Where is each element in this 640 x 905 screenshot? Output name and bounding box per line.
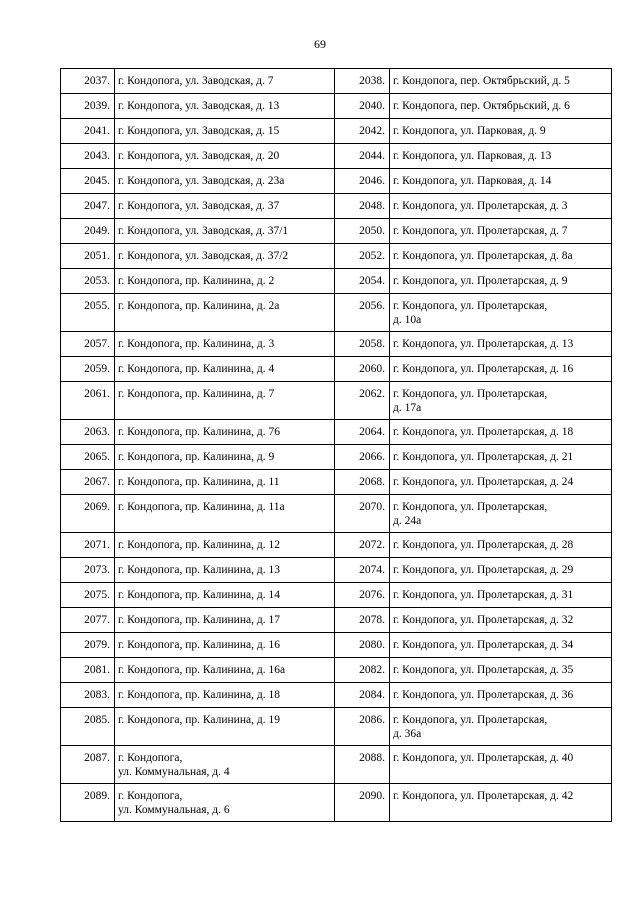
table-row bbox=[61, 558, 612, 583]
row-number-right bbox=[335, 583, 390, 608]
address-left-text: г. Кондопога, пр. Калинина, д. 16 bbox=[118, 639, 280, 651]
row-number-right-text: 2050. bbox=[359, 225, 385, 237]
row-number-left-text: 2075. bbox=[84, 589, 110, 601]
address-table bbox=[60, 68, 612, 822]
row-number-left bbox=[61, 94, 115, 119]
row-number-left-text: 2055. bbox=[84, 300, 110, 312]
address-left-text: г. Кондопога, пр. Калинина, д. 4 bbox=[118, 363, 275, 375]
address-right bbox=[390, 382, 612, 420]
address-right-text: г. Кондопога, ул. Пролетарская, д. 21 bbox=[393, 451, 574, 463]
row-number-right bbox=[335, 119, 390, 144]
address-right-text: г. Кондопога, ул. Пролетарская, д. 42 bbox=[393, 790, 574, 802]
row-number-left-text: 2063. bbox=[84, 426, 110, 438]
row-number-right bbox=[335, 144, 390, 169]
address-right bbox=[390, 332, 612, 357]
row-number-left bbox=[61, 357, 115, 382]
row-number-left bbox=[61, 219, 115, 244]
row-number-left bbox=[61, 633, 115, 658]
address-right bbox=[390, 219, 612, 244]
row-number-right-text: 2038. bbox=[359, 75, 385, 87]
address-left bbox=[115, 533, 335, 558]
address-right bbox=[390, 244, 612, 269]
row-number-left bbox=[61, 144, 115, 169]
address-left-text: г. Кондопога, пр. Калинина, д. 11а bbox=[118, 501, 285, 513]
address-left bbox=[115, 169, 335, 194]
address-right-text: г. Кондопога, ул. Пролетарская, д. 24 bbox=[393, 476, 574, 488]
address-right bbox=[390, 294, 612, 332]
address-right bbox=[390, 69, 612, 94]
address-left bbox=[115, 658, 335, 683]
address-right-text: г. Кондопога, ул. Пролетарская, д. 3 bbox=[393, 200, 568, 212]
row-number-right-text: 2040. bbox=[359, 100, 385, 112]
row-number-left bbox=[61, 194, 115, 219]
address-right bbox=[390, 608, 612, 633]
row-number-right-text: 2042. bbox=[359, 125, 385, 137]
row-number-right-text: 2080. bbox=[359, 639, 385, 651]
row-number-left bbox=[61, 683, 115, 708]
row-number-right bbox=[335, 194, 390, 219]
table-row bbox=[61, 69, 612, 94]
row-number-left bbox=[61, 658, 115, 683]
table-row bbox=[61, 583, 612, 608]
row-number-left bbox=[61, 169, 115, 194]
row-number-right bbox=[335, 294, 390, 332]
row-number-left-text: 2087. bbox=[84, 752, 110, 764]
row-number-right-text: 2056. bbox=[359, 300, 385, 312]
table-row bbox=[61, 119, 612, 144]
table-row bbox=[61, 332, 612, 357]
address-right-text: г. Кондопога, ул. Пролетарская, д. 8а bbox=[393, 250, 573, 262]
row-number-left-text: 2073. bbox=[84, 564, 110, 576]
address-left-text: г. Кондопога, ул. Заводская, д. 20 bbox=[118, 150, 280, 162]
address-left-text: г. Кондопога, пр. Калинина, д. 17 bbox=[118, 614, 280, 626]
row-number-left bbox=[61, 583, 115, 608]
address-right bbox=[390, 144, 612, 169]
row-number-left-text: 2071. bbox=[84, 539, 110, 551]
address-right-text: г. Кондопога, ул. Пролетарская, д. 18 bbox=[393, 426, 574, 438]
address-left-text: г. Кондопога, ул. Коммунальная, д. 4 bbox=[118, 752, 230, 778]
address-right-text: г. Кондопога, ул. Пролетарская, д. 31 bbox=[393, 589, 574, 601]
address-right-text: г. Кондопога, ул. Пролетарская, д. 35 bbox=[393, 664, 574, 676]
row-number-right bbox=[335, 533, 390, 558]
address-right-text: г. Кондопога, ул. Пролетарская, д. 9 bbox=[393, 275, 568, 287]
address-left-text: г. Кондопога, ул. Заводская, д. 37/2 bbox=[118, 250, 289, 262]
table-row bbox=[61, 382, 612, 420]
row-number-right bbox=[335, 495, 390, 533]
address-left-text: г. Кондопога, пр. Калинина, д. 76 bbox=[118, 426, 280, 438]
row-number-left-text: 2065. bbox=[84, 451, 110, 463]
table-row bbox=[61, 470, 612, 495]
address-left bbox=[115, 69, 335, 94]
row-number-right bbox=[335, 94, 390, 119]
address-right-text: г. Кондопога, ул. Пролетарская, д. 10а bbox=[393, 300, 548, 326]
address-right bbox=[390, 445, 612, 470]
row-number-left bbox=[61, 445, 115, 470]
table-row bbox=[61, 658, 612, 683]
address-left bbox=[115, 420, 335, 445]
row-number-left bbox=[61, 420, 115, 445]
address-left bbox=[115, 558, 335, 583]
address-right bbox=[390, 269, 612, 294]
address-left-text: г. Кондопога, пр. Калинина, д. 13 bbox=[118, 564, 280, 576]
address-left-text: г. Кондопога, пр. Калинина, д. 19 bbox=[118, 714, 280, 726]
row-number-right-text: 2054. bbox=[359, 275, 385, 287]
address-right bbox=[390, 495, 612, 533]
address-right-text: г. Кондопога, ул. Пролетарская, д. 24а bbox=[393, 501, 548, 527]
address-right-text: г. Кондопога, ул. Пролетарская, д. 28 bbox=[393, 539, 574, 551]
row-number-right bbox=[335, 357, 390, 382]
row-number-left-text: 2089. bbox=[84, 790, 110, 802]
table-row bbox=[61, 746, 612, 784]
row-number-right bbox=[335, 658, 390, 683]
row-number-left bbox=[61, 558, 115, 583]
table-row bbox=[61, 269, 612, 294]
row-number-right bbox=[335, 784, 390, 822]
table-row bbox=[61, 533, 612, 558]
address-left-text: г. Кондопога, пр. Калинина, д. 3 bbox=[118, 338, 275, 350]
row-number-right-text: 2048. bbox=[359, 200, 385, 212]
table-row bbox=[61, 708, 612, 746]
row-number-right bbox=[335, 633, 390, 658]
address-right bbox=[390, 746, 612, 784]
address-right-text: г. Кондопога, ул. Парковая, д. 13 bbox=[393, 150, 552, 162]
row-number-right-text: 2090. bbox=[359, 790, 385, 802]
table-row bbox=[61, 144, 612, 169]
row-number-right bbox=[335, 445, 390, 470]
row-number-left bbox=[61, 784, 115, 822]
row-number-left-text: 2041. bbox=[84, 125, 110, 137]
address-left-text: г. Кондопога, ул. Заводская, д. 7 bbox=[118, 75, 274, 87]
address-right bbox=[390, 470, 612, 495]
row-number-right-text: 2078. bbox=[359, 614, 385, 626]
address-left bbox=[115, 583, 335, 608]
row-number-left-text: 2043. bbox=[84, 150, 110, 162]
row-number-left-text: 2057. bbox=[84, 338, 110, 350]
row-number-right bbox=[335, 244, 390, 269]
table-row bbox=[61, 294, 612, 332]
row-number-left-text: 2059. bbox=[84, 363, 110, 375]
row-number-right-text: 2074. bbox=[359, 564, 385, 576]
address-right bbox=[390, 658, 612, 683]
row-number-left-text: 2051. bbox=[84, 250, 110, 262]
row-number-right-text: 2052. bbox=[359, 250, 385, 262]
address-right-text: г. Кондопога, ул. Парковая, д. 14 bbox=[393, 175, 552, 187]
address-left bbox=[115, 219, 335, 244]
address-table-body bbox=[61, 69, 612, 822]
address-right bbox=[390, 708, 612, 746]
address-right-text: г. Кондопога, ул. Пролетарская, д. 13 bbox=[393, 338, 574, 350]
row-number-left bbox=[61, 69, 115, 94]
row-number-left-text: 2061. bbox=[84, 388, 110, 400]
address-right-text: г. Кондопога, ул. Пролетарская, д. 16 bbox=[393, 363, 574, 375]
row-number-right-text: 2068. bbox=[359, 476, 385, 488]
address-right-text: г. Кондопога, ул. Пролетарская, д. 36 bbox=[393, 689, 574, 701]
address-left-text: г. Кондопога, ул. Заводская, д. 15 bbox=[118, 125, 280, 137]
address-left bbox=[115, 746, 335, 784]
address-left bbox=[115, 119, 335, 144]
row-number-right-text: 2046. bbox=[359, 175, 385, 187]
address-left bbox=[115, 144, 335, 169]
row-number-right-text: 2088. bbox=[359, 752, 385, 764]
address-right-text: г. Кондопога, пер. Октябрьский, д. 5 bbox=[393, 75, 570, 87]
address-left-text: г. Кондопога, ул. Заводская, д. 13 bbox=[118, 100, 280, 112]
row-number-left-text: 2067. bbox=[84, 476, 110, 488]
row-number-right bbox=[335, 746, 390, 784]
address-left-text: г. Кондопога, ул. Коммунальная, д. 6 bbox=[118, 790, 230, 816]
address-left bbox=[115, 382, 335, 420]
row-number-right bbox=[335, 470, 390, 495]
address-right bbox=[390, 683, 612, 708]
address-right bbox=[390, 420, 612, 445]
row-number-left-text: 2037. bbox=[84, 75, 110, 87]
address-right-text: г. Кондопога, ул. Пролетарская, д. 29 bbox=[393, 564, 574, 576]
row-number-right bbox=[335, 708, 390, 746]
address-left bbox=[115, 94, 335, 119]
table-row bbox=[61, 219, 612, 244]
address-right-text: г. Кондопога, ул. Парковая, д. 9 bbox=[393, 125, 546, 137]
row-number-left-text: 2081. bbox=[84, 664, 110, 676]
address-right bbox=[390, 533, 612, 558]
row-number-right bbox=[335, 169, 390, 194]
address-left-text: г. Кондопога, ул. Заводская, д. 23а bbox=[118, 175, 285, 187]
table-row bbox=[61, 495, 612, 533]
address-left bbox=[115, 194, 335, 219]
row-number-right bbox=[335, 608, 390, 633]
address-right bbox=[390, 633, 612, 658]
row-number-right bbox=[335, 382, 390, 420]
row-number-left bbox=[61, 495, 115, 533]
address-left bbox=[115, 470, 335, 495]
address-left bbox=[115, 294, 335, 332]
row-number-right bbox=[335, 69, 390, 94]
row-number-left bbox=[61, 708, 115, 746]
address-right-text: г. Кондопога, ул. Пролетарская, д. 40 bbox=[393, 752, 574, 764]
row-number-left-text: 2083. bbox=[84, 689, 110, 701]
address-right bbox=[390, 357, 612, 382]
row-number-left bbox=[61, 746, 115, 784]
address-left-text: г. Кондопога, пр. Калинина, д. 11 bbox=[118, 476, 280, 488]
row-number-left-text: 2045. bbox=[84, 175, 110, 187]
address-left bbox=[115, 495, 335, 533]
address-right bbox=[390, 583, 612, 608]
table-row bbox=[61, 94, 612, 119]
address-right bbox=[390, 94, 612, 119]
address-right bbox=[390, 558, 612, 583]
row-number-right-text: 2082. bbox=[359, 664, 385, 676]
address-left bbox=[115, 683, 335, 708]
row-number-right-text: 2086. bbox=[359, 714, 385, 726]
table-row bbox=[61, 683, 612, 708]
row-number-right-text: 2044. bbox=[359, 150, 385, 162]
table-row bbox=[61, 608, 612, 633]
address-right-text: г. Кондопога, пер. Октябрьский, д. 6 bbox=[393, 100, 570, 112]
row-number-right bbox=[335, 269, 390, 294]
address-right-text: г. Кондопога, ул. Пролетарская, д. 17а bbox=[393, 388, 548, 414]
row-number-left bbox=[61, 470, 115, 495]
address-left-text: г. Кондопога, ул. Заводская, д. 37 bbox=[118, 200, 280, 212]
row-number-right-text: 2060. bbox=[359, 363, 385, 375]
address-left bbox=[115, 269, 335, 294]
table-row bbox=[61, 420, 612, 445]
address-right bbox=[390, 119, 612, 144]
table-row bbox=[61, 194, 612, 219]
address-left bbox=[115, 708, 335, 746]
address-left-text: г. Кондопога, пр. Калинина, д. 7 bbox=[118, 388, 275, 400]
row-number-left-text: 2053. bbox=[84, 275, 110, 287]
address-left bbox=[115, 244, 335, 269]
address-left-text: г. Кондопога, пр. Калинина, д. 18 bbox=[118, 689, 280, 701]
address-right bbox=[390, 194, 612, 219]
row-number-left bbox=[61, 533, 115, 558]
address-right bbox=[390, 784, 612, 822]
row-number-left-text: 2077. bbox=[84, 614, 110, 626]
row-number-left-text: 2039. bbox=[84, 100, 110, 112]
address-right-text: г. Кондопога, ул. Пролетарская, д. 36а bbox=[393, 714, 548, 740]
row-number-right-text: 2062. bbox=[359, 388, 385, 400]
row-number-left-text: 2049. bbox=[84, 225, 110, 237]
address-left bbox=[115, 445, 335, 470]
row-number-left-text: 2085. bbox=[84, 714, 110, 726]
table-row bbox=[61, 784, 612, 822]
row-number-left-text: 2069. bbox=[84, 501, 110, 513]
row-number-right-text: 2072. bbox=[359, 539, 385, 551]
row-number-left bbox=[61, 382, 115, 420]
row-number-left bbox=[61, 269, 115, 294]
row-number-left-text: 2047. bbox=[84, 200, 110, 212]
row-number-left bbox=[61, 608, 115, 633]
row-number-left-text: 2079. bbox=[84, 639, 110, 651]
address-left bbox=[115, 784, 335, 822]
row-number-right-text: 2064. bbox=[359, 426, 385, 438]
row-number-left bbox=[61, 244, 115, 269]
address-left-text: г. Кондопога, пр. Калинина, д. 9 bbox=[118, 451, 275, 463]
address-left bbox=[115, 332, 335, 357]
row-number-right-text: 2066. bbox=[359, 451, 385, 463]
table-row bbox=[61, 169, 612, 194]
address-left bbox=[115, 357, 335, 382]
address-right-text: г. Кондопога, ул. Пролетарская, д. 34 bbox=[393, 639, 574, 651]
address-left-text: г. Кондопога, пр. Калинина, д. 16а bbox=[118, 664, 286, 676]
address-left bbox=[115, 633, 335, 658]
row-number-right bbox=[335, 683, 390, 708]
row-number-right-text: 2076. bbox=[359, 589, 385, 601]
address-left bbox=[115, 608, 335, 633]
table-row bbox=[61, 244, 612, 269]
row-number-left bbox=[61, 119, 115, 144]
table-row bbox=[61, 445, 612, 470]
row-number-left bbox=[61, 294, 115, 332]
address-left-text: г. Кондопога, пр. Калинина, д. 12 bbox=[118, 539, 280, 551]
row-number-right-text: 2070. bbox=[359, 501, 385, 513]
row-number-right-text: 2058. bbox=[359, 338, 385, 350]
row-number-right-text: 2084. bbox=[359, 689, 385, 701]
page-number: 69 bbox=[314, 37, 326, 51]
address-left-text: г. Кондопога, пр. Калинина, д. 2а bbox=[118, 300, 280, 312]
row-number-right bbox=[335, 558, 390, 583]
address-right-text: г. Кондопога, ул. Пролетарская, д. 7 bbox=[393, 225, 568, 237]
address-left-text: г. Кондопога, ул. Заводская, д. 37/1 bbox=[118, 225, 289, 237]
address-right-text: г. Кондопога, ул. Пролетарская, д. 32 bbox=[393, 614, 574, 626]
row-number-right bbox=[335, 332, 390, 357]
table-row bbox=[61, 633, 612, 658]
row-number-left bbox=[61, 332, 115, 357]
row-number-right bbox=[335, 219, 390, 244]
address-left-text: г. Кондопога, пр. Калинина, д. 2 bbox=[118, 275, 275, 287]
row-number-right bbox=[335, 420, 390, 445]
table-row bbox=[61, 357, 612, 382]
address-right bbox=[390, 169, 612, 194]
address-left-text: г. Кондопога, пр. Калинина, д. 14 bbox=[118, 589, 280, 601]
